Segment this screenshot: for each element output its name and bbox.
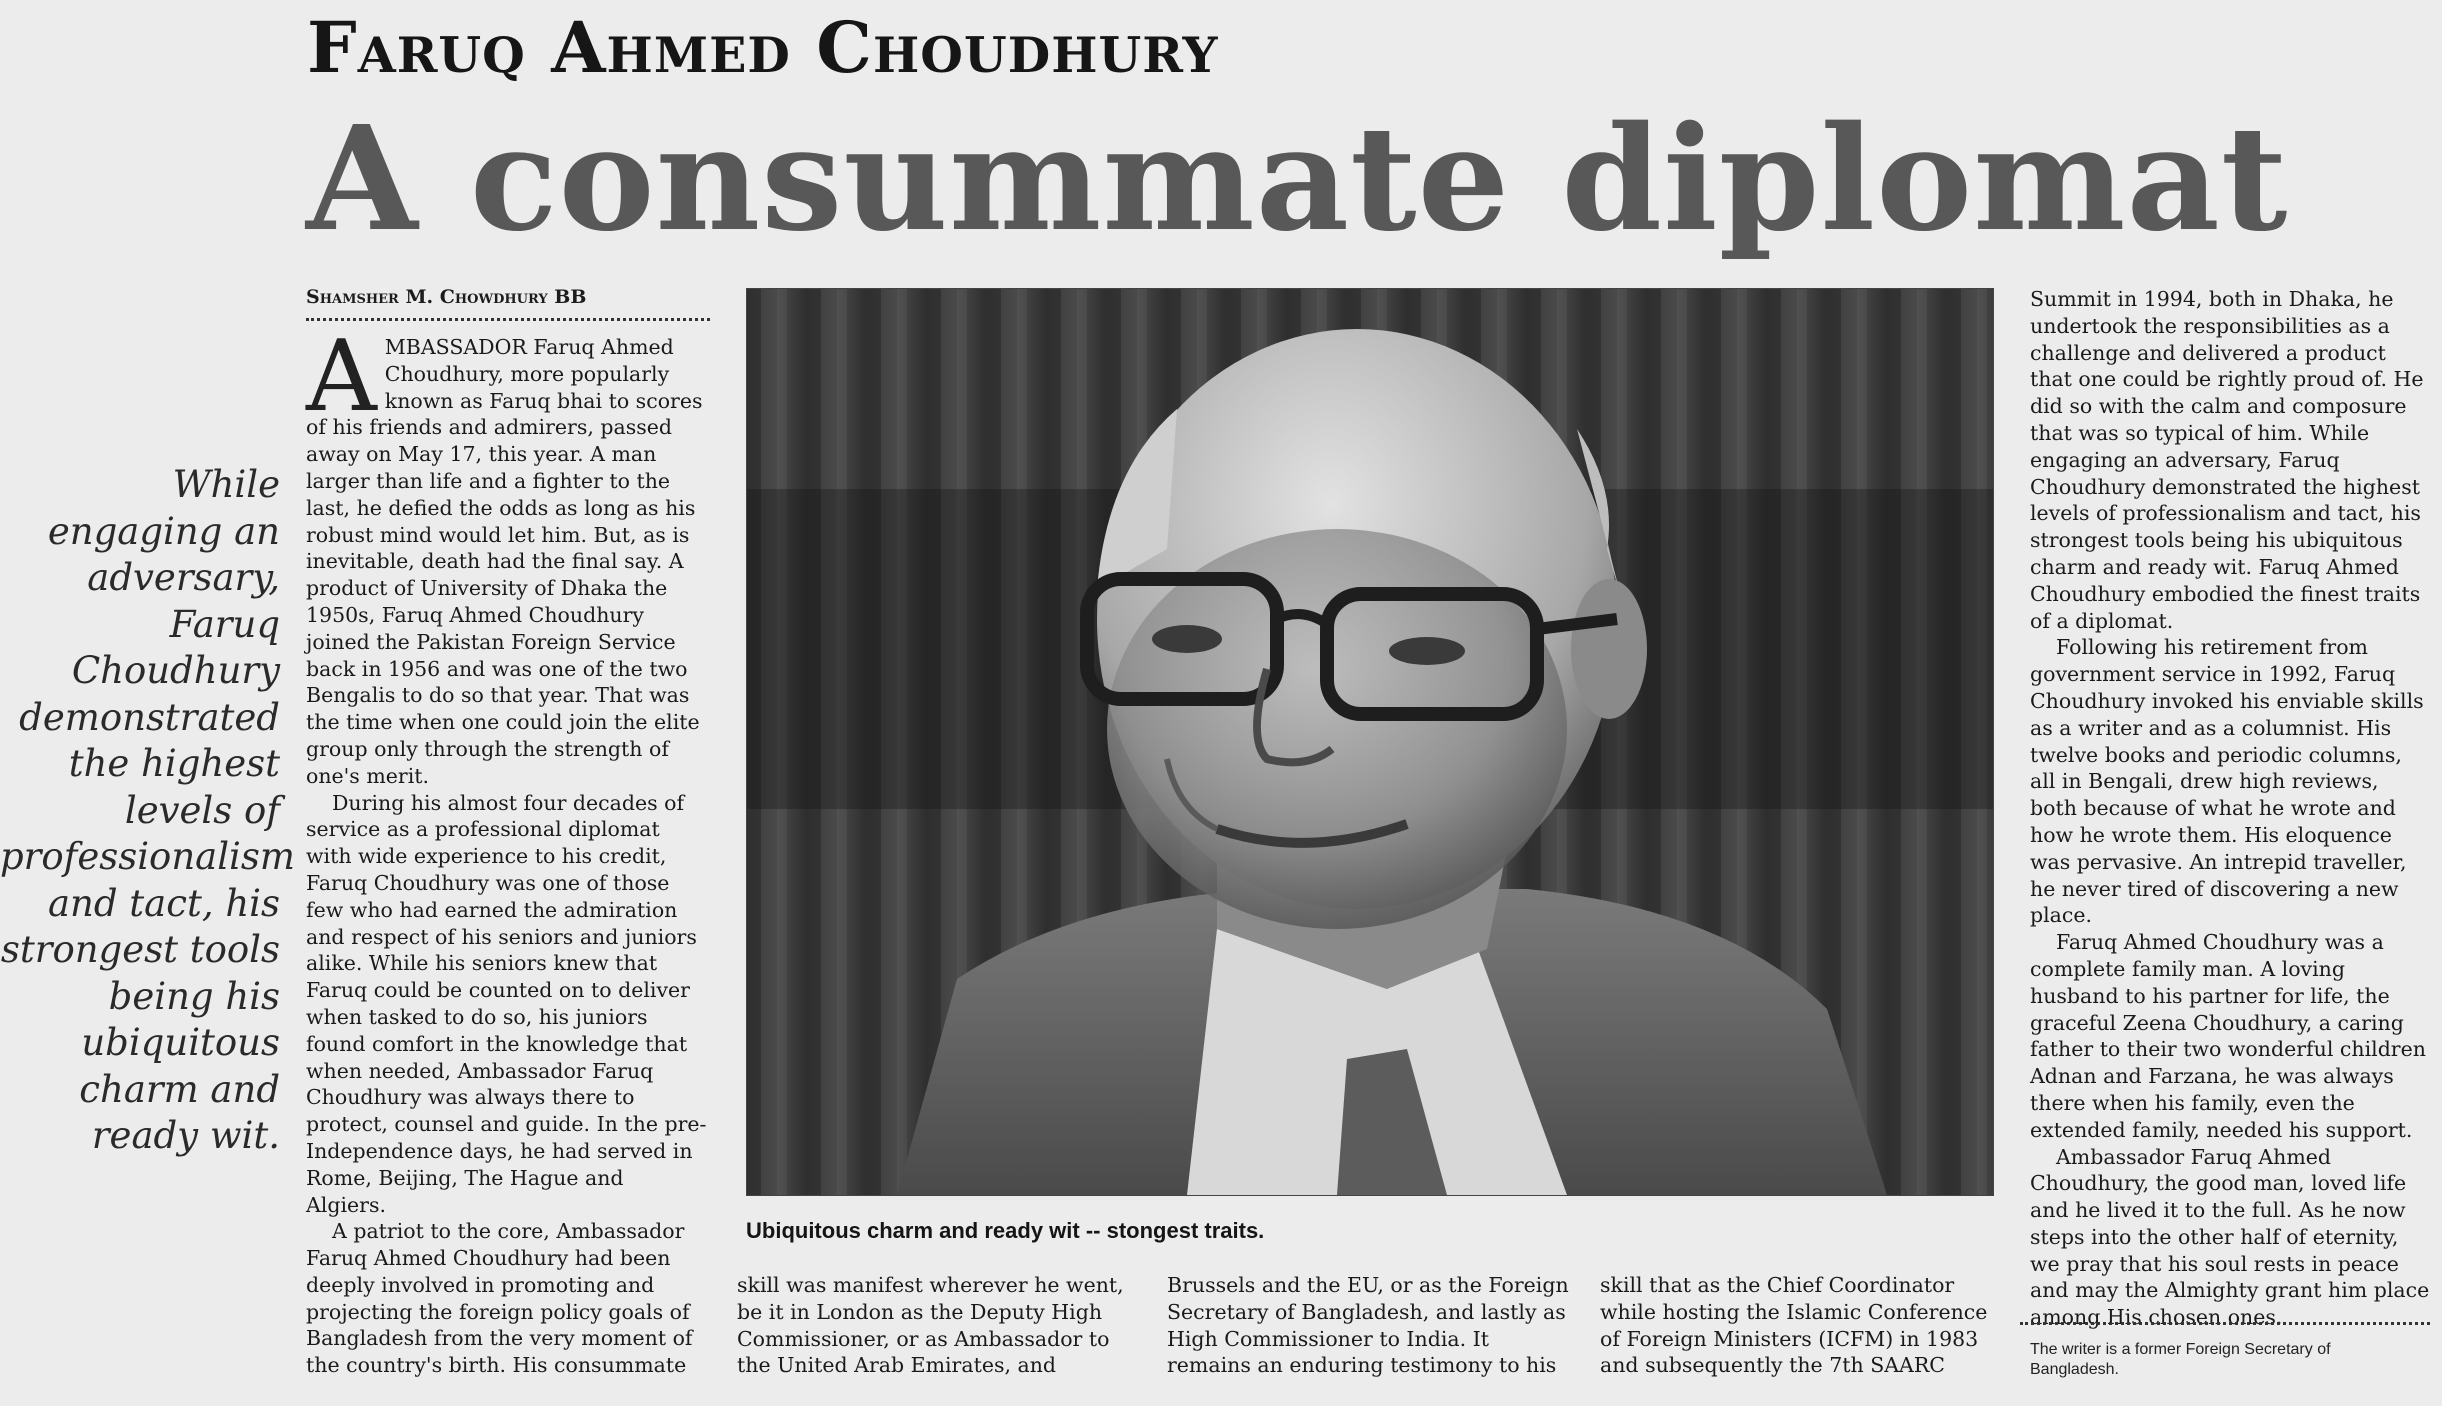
paragraph: Summit in 1994, both in Dhaka, he undertook the responsibilities as a challenge and delivered a product that one could be rightly proud of. He did so with the calm and composure that was so typical of him. While engaging an adversary, Faruq Choudhury demonstrated the highest levels of professionalism and tact, his strongest tools being his ubiquitous charm and ready wit. Faruq Ahmed Choudhury embodied the finest traits of a diplomat. (2030, 287, 2424, 633)
pull-quote: While engaging an adversary, Faruq Choudhury demonstrated the highest levels of professionalism and tact, his strongest tools being his ubiquitous charm and ready wit. (0, 463, 295, 1157)
article-column-2 (737, 1272, 1137, 1379)
portrait-photo (746, 288, 1994, 1196)
byline: Shamsher M. Chowdhury BB (306, 286, 587, 308)
paragraph: skill that as the Chief Coordinator while hosting the Islamic Conference of Foreign Ministers (ICFM) in 1983 and subsequently the 7th SAARC (1600, 1273, 1988, 1378)
footer-divider (2020, 1322, 2430, 1325)
paragraph: Following his retirement from government service in 1992, Faruq Choudhury invoked his enviable skills as a writer and as a columnist. His twelve books and periodic columns, all in Bengali, drew high reviews, both because of what he wrote and how he wrote them. His eloquence was pervasive. An intrepid traveller, he never tired of discovering a new place. (2030, 635, 2424, 928)
drop-cap: A (306, 320, 377, 434)
article-column-5 (2030, 286, 2430, 1330)
article-column-3 (1167, 1272, 1579, 1379)
paragraph-text: MBASSADOR Faruq Ahmed Choudhury, more popularly known as Faruq bhai to scores of his friends and admirers, passed away on May 17, this year. A man larger than life and a fighter to the last, he defied the odds as long as his robust mind would let him. But, as is inevitable, death had the final say. A product of University of Dhaka the 1950s, Faruq Ahmed Choudhury joined the Pakistan Foreign Service back in 1956 and was one of the two Bengalis to do so that year. That was the time when one could join the elite group only through the strength of one's merit. (306, 335, 703, 788)
first-paragraph (306, 320, 710, 790)
paragraph: Brussels and the EU, or as the Foreign Secretary of Bangladesh, and lastly as High Commissioner to India. It remains an enduring testimony to his (1167, 1273, 1569, 1378)
author-note: The writer is a former Foreign Secretary of Bangladesh. (2030, 1341, 2331, 1378)
article-headline: A consummate diplomat (306, 94, 2289, 263)
article-column-4 (1600, 1272, 2008, 1379)
portrait-photo-illustration (747, 289, 1993, 1195)
article-kicker: Faruq Ahmed Choudhury (307, 6, 1219, 89)
paragraph: During his almost four decades of service as a professional diplomat with wide experience to his credit, Faruq Choudhury was one of those few who had earned the admiration and respect of his seniors and juniors alike. While his seniors knew that Faruq could be counted on to deliver when tasked to do so, his juniors found comfort in the knowledge that when needed, Ambassador Faruq Choudhury was always there to protect, counsel and guide. In the pre-Independence days, he had served in Rome, Beijing, The Hague and Algiers. (306, 790, 707, 1217)
paragraph: skill was manifest wherever he went, be it in London as the Deputy High Commissioner, or as Ambassador to the United Arab Emirates, and (737, 1273, 1124, 1378)
article-column-1 (306, 320, 710, 1384)
paragraph: Faruq Ahmed Choudhury was a complete family man. A loving husband to his partner for life, the graceful Zeena Choudhury, a caring father to their two wonderful children Adnan and Farzana, he was always there when his family, even the extended family, needed his support. (2030, 930, 2426, 1142)
paragraph: A patriot to the core, Ambassador Faruq Ahmed Choudhury had been deeply involved in promoting and projecting the foreign policy goals of Bangladesh from the very moment of the country's birth. His consummate (306, 1219, 693, 1378)
paragraph: Ambassador Faruq Ahmed Choudhury, the good man, loved life and he lived it to the full. As he now steps into the other half of eternity, we pray that his soul rests in peace and may the Almighty grant him place among His chosen ones. (2030, 1144, 2430, 1330)
photo-caption: Ubiquitous charm and ready wit -- stongest traits. (746, 1218, 1265, 1243)
